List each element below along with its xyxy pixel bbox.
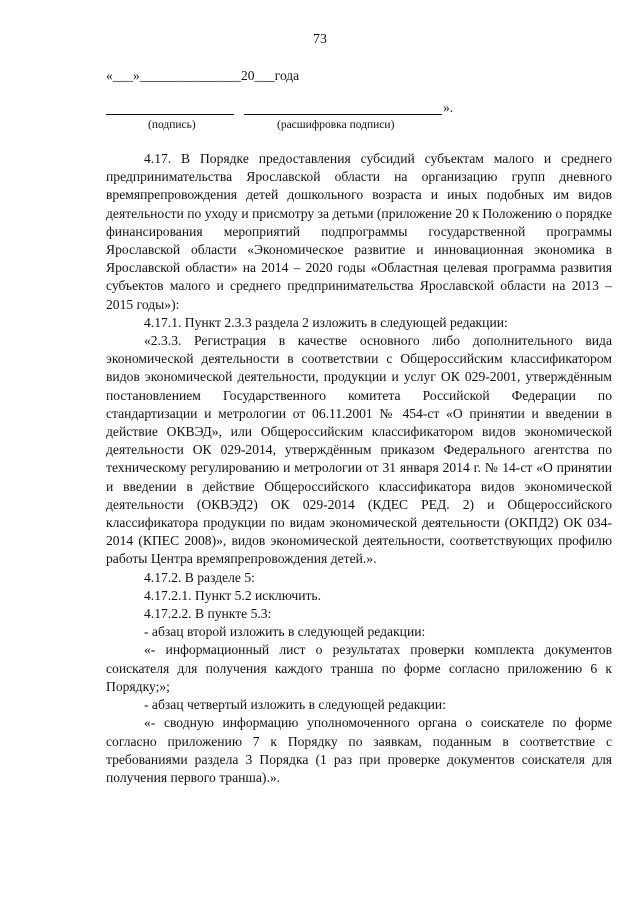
signature-block bbox=[106, 100, 486, 140]
signature-end-mark: ». bbox=[443, 100, 454, 115]
paragraph-4-17-2-1: 4.17.2.1. Пункт 5.2 исключить. bbox=[144, 587, 322, 603]
document-body bbox=[106, 150, 612, 787]
signature-decoding-caption: (расшифровка подписи) bbox=[277, 119, 395, 131]
paragraph-4-17-2-2: 4.17.2.2. В пункте 5.3: bbox=[144, 606, 272, 622]
paragraph-summary-info: «- сводную информацию уполномоченного органа о соискателе по форме согласно приложению 7 к Порядку по заявкам, поданным в соответствие с требованиями раздела 3 Порядка (1 раз при проверке документов соискателя для получения первого транша).». bbox=[106, 715, 612, 785]
page-number: 73 bbox=[313, 32, 327, 47]
paragraph-info-list: «- информационный лист о результатах проверки комплекта документов соискателя для получения каждого транша по форме согласно приложению 6 к Порядку;»; bbox=[106, 642, 612, 694]
paragraph-abzac-4: - абзац четвертый изложить в следующей редакции: bbox=[144, 697, 446, 713]
signature-decoding-line bbox=[244, 114, 442, 115]
paragraph-abzac-2: - абзац второй изложить в следующей редакции: bbox=[144, 624, 426, 640]
paragraph-4-17: 4.17. В Порядке предоставления субсидий субъектам малого и среднего предпринимательства Ярославской области на организацию групп дневного времяпрепровождения детей дошкольного возраста и иных подобных им видов деятельности по уходу и присмотру за детьми (приложение 20 к Положению о порядке финансирования мероприятий подпрограммы государственной программы Ярославской области «Экономическое развитие и инновационная экономика в Ярославской области» на 2014 – 2020 годы «Областная целевая программа развития субъектов малого и среднего предпринимательства Ярославской области на 2013 – 2015 годы»): bbox=[106, 151, 612, 312]
signature-line bbox=[106, 114, 234, 115]
paragraph-2-3-3: «2.3.3. Регистрация в качестве основного либо дополнительного вида экономической деятельности в соответствии с Общероссийским классификатором видов экономической деятельности, продукции и услуг ОК 029-2001, утверждённым постановлением Государственного комитета Российской Федерации по стандартизации и метрологии от 06.11.2001 № 454-ст «О принятии и введении в действие ОКВЭД», или Общероссийским классификатором видов экономической деятельности ОК 029-2014, утверждённым приказом Федерального агентства по техническому регулированию и метрологии от 31 января 2014 г. № 14-ст «О принятии и введении в действие Общероссийского классификатора видов экономической деятельности (ОКВЭД2) ОК 029-2014 (КДЕС РЕД. 2) и Общероссийского классификатора продукции по видам экономической деятельности (ОКПД2) ОК 034-2014 (КПЕС 2008)», видов экономической деятельности, соответствующих профилю работы Центра времяпрепровождения детей.». bbox=[106, 333, 612, 567]
date-line: «___»_______________20___года bbox=[106, 68, 300, 83]
paragraph-4-17-1: 4.17.1. Пункт 2.3.3 раздела 2 изложить в следующей редакции: bbox=[144, 314, 508, 330]
signature-caption: (подпись) bbox=[148, 119, 196, 131]
paragraph-4-17-2: 4.17.2. В разделе 5: bbox=[144, 569, 255, 585]
